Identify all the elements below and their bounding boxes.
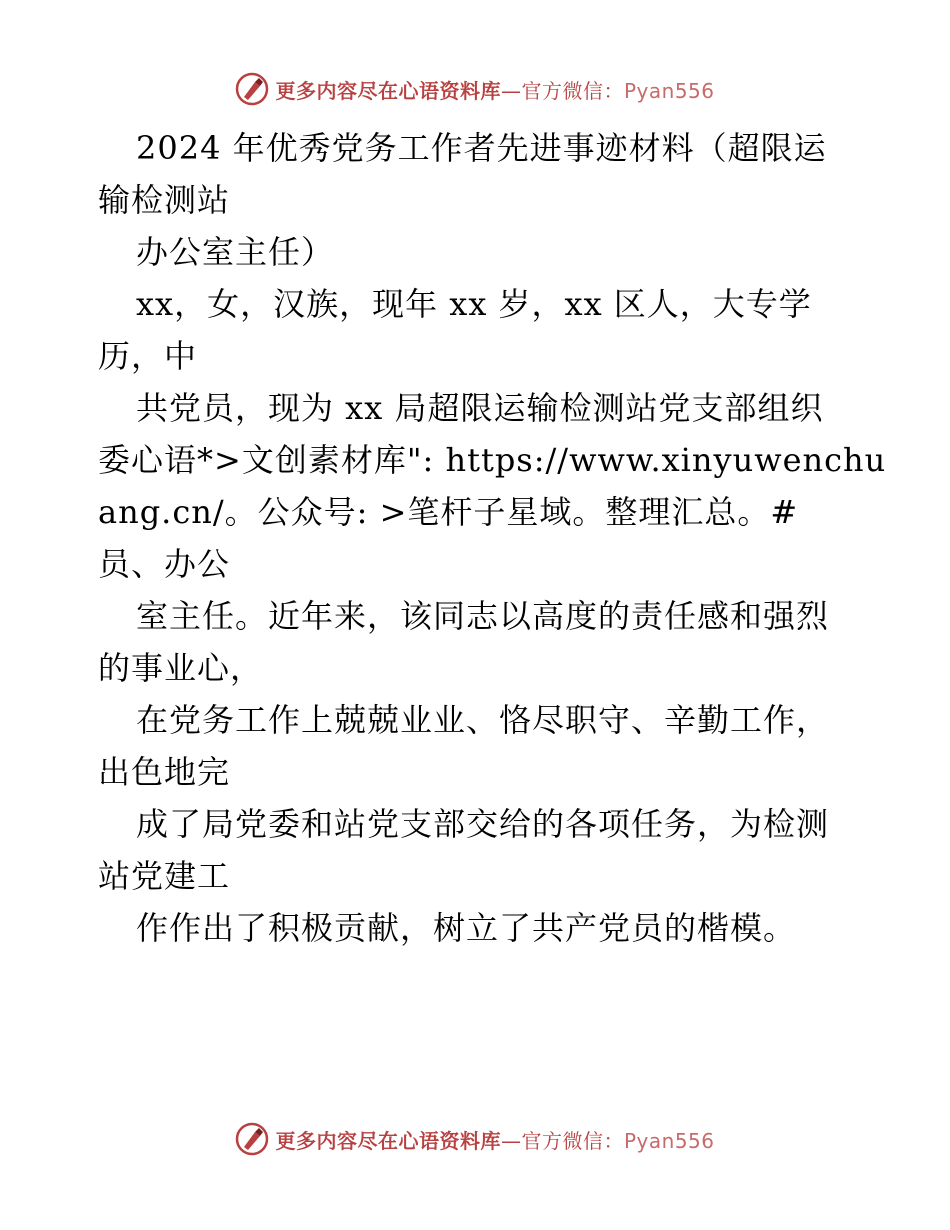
document-line: 出色地完	[98, 753, 231, 791]
document-line: 站党建工	[98, 857, 231, 895]
document-line: 输检测站	[98, 181, 231, 219]
document-line: 室主任。近年来，该同志以高度的责任感和强烈	[136, 597, 830, 635]
document-line: 历，中	[98, 337, 198, 375]
document-line: 成了局党委和站党支部交给的各项任务，为检测	[136, 805, 830, 843]
pen-logo-icon	[235, 72, 269, 106]
document-line: 员、办公	[98, 545, 231, 583]
document-line: 的事业心，	[98, 649, 264, 687]
watermark-official: 官方微信：	[521, 1128, 624, 1153]
document-line: 共党员，现为 xx 局超限运输检测站党支部组织	[136, 389, 824, 427]
watermark-brand: 更多内容尽在心语资料库	[275, 78, 501, 103]
document-line: 2024 年优秀党务工作者先进事迹材料（超限运	[136, 129, 827, 167]
watermark-wechat-id: Pyan556	[623, 78, 715, 103]
document-line: xx，女，汉族，现年 xx 岁，xx 区人，大专学	[136, 285, 812, 323]
footer-watermark	[0, 1122, 950, 1156]
watermark-brand: 更多内容尽在心语资料库	[275, 1128, 501, 1153]
document-line: 委心语*>文创素材库": https://www.xinyuwenchu	[98, 441, 887, 479]
pen-logo-icon	[235, 1122, 269, 1156]
document-line: 作作出了积极贡献，树立了共产党员的楷模。	[136, 909, 797, 947]
watermark-wechat-id: Pyan556	[623, 1128, 715, 1153]
header-watermark	[0, 72, 950, 106]
document-line: 办公室主任）	[136, 233, 335, 271]
document-line: 在党务工作上兢兢业业、恪尽职守、辛勤工作，	[136, 701, 830, 739]
watermark-separator: —	[500, 1128, 522, 1153]
document-line: ang.cn/。公众号: >笔杆子星域。整理汇总。#	[98, 493, 799, 531]
document-body	[98, 122, 887, 954]
watermark-official: 官方微信：	[521, 78, 624, 103]
watermark-separator: —	[500, 78, 522, 103]
